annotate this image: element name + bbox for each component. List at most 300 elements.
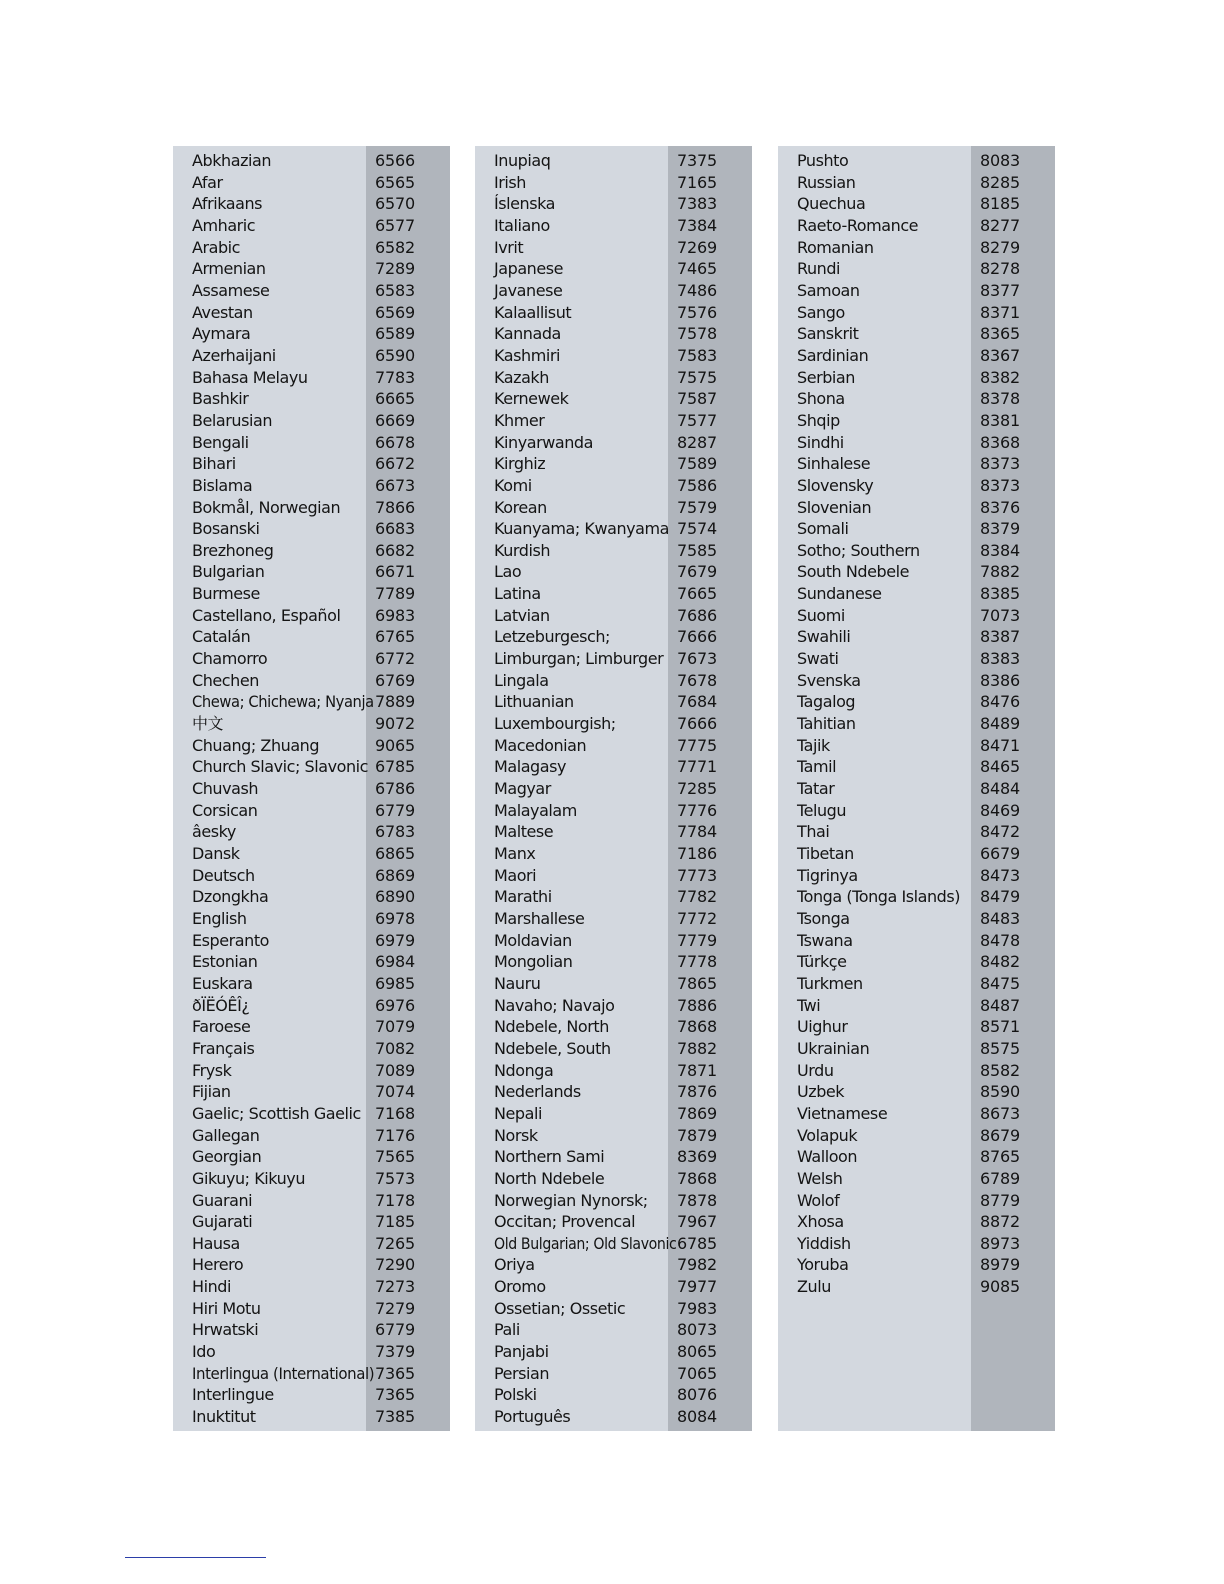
language-code: 6786 (375, 779, 415, 799)
language-name: ðÏËÓÊÎ¿ (192, 995, 250, 1015)
language-name: Tamil (797, 757, 837, 777)
language-name: Japanese (494, 259, 564, 279)
language-name: Sinhalese (797, 454, 871, 474)
language-row (778, 713, 1055, 735)
language-name: Norwegian Nynorsk; (494, 1190, 648, 1210)
language-name: Português (494, 1407, 571, 1427)
language-name: Gujarati (192, 1212, 253, 1232)
language-row (475, 778, 752, 800)
language-row (475, 1038, 752, 1060)
language-name: Mongolian (494, 952, 573, 972)
language-name: Kernewek (494, 389, 569, 409)
language-row (475, 1406, 752, 1428)
language-name: Ndonga (494, 1060, 554, 1080)
language-code: 6772 (375, 649, 415, 669)
language-row (475, 561, 752, 583)
language-name: Wolof (797, 1190, 840, 1210)
language-list (475, 146, 752, 1428)
language-row (778, 886, 1055, 908)
language-row (475, 1168, 752, 1190)
language-row (173, 302, 450, 324)
language-row (173, 735, 450, 757)
language-code: 8472 (980, 822, 1020, 842)
language-code: 7684 (677, 692, 717, 712)
language-code: 7889 (375, 692, 415, 712)
language-row (173, 453, 450, 475)
language-name: Gikuyu; Kikuyu (192, 1168, 306, 1188)
language-code: 8473 (980, 865, 1020, 885)
language-code: 7573 (375, 1168, 415, 1188)
language-code: 6570 (375, 194, 415, 214)
language-row (173, 908, 450, 930)
language-row (778, 302, 1055, 324)
language-row (778, 735, 1055, 757)
language-row (778, 778, 1055, 800)
language-row (778, 280, 1055, 302)
language-row (778, 518, 1055, 540)
language-code: 9065 (375, 735, 415, 755)
language-row (173, 930, 450, 952)
language-code: 7773 (677, 865, 717, 885)
language-row (778, 1211, 1055, 1233)
language-name: Norsk (494, 1125, 538, 1145)
language-name: Lao (494, 562, 522, 582)
language-name: Macedonian (494, 735, 587, 755)
language-name: Korean (494, 497, 547, 517)
language-column-3 (778, 146, 1055, 1431)
language-code: 7868 (677, 1017, 717, 1037)
language-row (778, 1081, 1055, 1103)
language-code: 8084 (677, 1407, 717, 1427)
language-name: Letzeburgesch; (494, 627, 610, 647)
language-code: 7585 (677, 540, 717, 560)
language-code: 6890 (375, 887, 415, 907)
language-code: 7868 (677, 1168, 717, 1188)
language-name: Herero (192, 1255, 244, 1275)
language-code: 8365 (980, 324, 1020, 344)
language-row (173, 150, 450, 172)
language-code: 7586 (677, 475, 717, 495)
footer-rule (125, 1557, 266, 1558)
language-code: 8378 (980, 389, 1020, 409)
language-code: 8465 (980, 757, 1020, 777)
language-row (475, 497, 752, 519)
language-name: Uzbek (797, 1082, 845, 1102)
language-name: Kinyarwanda (494, 432, 593, 452)
language-name: Vietnamese (797, 1103, 888, 1123)
language-name: Tswana (797, 930, 853, 950)
language-name: Gaelic; Scottish Gaelic (192, 1103, 361, 1123)
language-row (173, 388, 450, 410)
language-name: Burmese (192, 584, 260, 604)
language-row (475, 735, 752, 757)
language-name: Corsican (192, 800, 258, 820)
language-code: 8383 (980, 649, 1020, 669)
language-code: 8369 (677, 1147, 717, 1167)
language-name: Magyar (494, 779, 551, 799)
language-row (173, 865, 450, 887)
language-row (778, 193, 1055, 215)
language-row (173, 237, 450, 259)
language-code: 8484 (980, 779, 1020, 799)
language-name: Aymara (192, 324, 251, 344)
language-row (173, 432, 450, 454)
language-code: 8478 (980, 930, 1020, 950)
language-row (778, 908, 1055, 930)
language-name: Kannada (494, 324, 561, 344)
language-code: 7783 (375, 367, 415, 387)
language-name: Sardinian (797, 345, 869, 365)
language-row (475, 648, 752, 670)
language-name: Swati (797, 649, 839, 669)
language-code: 6671 (375, 562, 415, 582)
language-name: Irish (494, 172, 526, 192)
language-name: Chechen (192, 670, 259, 690)
language-name: Malayalam (494, 800, 577, 820)
language-code: 8381 (980, 410, 1020, 430)
language-name: Rundi (797, 259, 841, 279)
language-row (475, 583, 752, 605)
language-row (475, 1254, 752, 1276)
language-code: 7579 (677, 497, 717, 517)
language-code: 6665 (375, 389, 415, 409)
language-row (778, 626, 1055, 648)
language-name: Raeto-Romance (797, 215, 919, 235)
language-row (475, 691, 752, 713)
language-code: 8765 (980, 1147, 1020, 1167)
language-column-1 (173, 146, 450, 1431)
language-code: 7866 (375, 497, 415, 517)
language-code: 8368 (980, 432, 1020, 452)
language-code: 8479 (980, 887, 1020, 907)
language-code: 7871 (677, 1060, 717, 1080)
language-code: 6869 (375, 865, 415, 885)
language-name: Northern Sami (494, 1147, 605, 1167)
language-code: 6672 (375, 454, 415, 474)
language-code: 8483 (980, 908, 1020, 928)
language-name: Français (192, 1038, 255, 1058)
language-row (173, 172, 450, 194)
language-name: Kazakh (494, 367, 549, 387)
language-name: Svenska (797, 670, 861, 690)
language-name: Suomi (797, 605, 845, 625)
language-code: 7782 (677, 887, 717, 907)
language-row (173, 323, 450, 345)
language-code: 7882 (677, 1038, 717, 1058)
language-code: 7879 (677, 1125, 717, 1145)
language-row (173, 215, 450, 237)
language-row (475, 1081, 752, 1103)
language-row (173, 1038, 450, 1060)
language-row (778, 930, 1055, 952)
language-row (173, 843, 450, 865)
language-row (173, 583, 450, 605)
language-row (475, 1298, 752, 1320)
language-code: 6669 (375, 410, 415, 430)
language-code: 7577 (677, 410, 717, 430)
language-row (778, 410, 1055, 432)
language-row (475, 1060, 752, 1082)
language-code: 8386 (980, 670, 1020, 690)
language-code: 7878 (677, 1190, 717, 1210)
language-name: Latvian (494, 605, 550, 625)
language-row (173, 605, 450, 627)
language-name: Chewa; Chichewa; Nyanja (192, 692, 374, 712)
language-code: 7089 (375, 1060, 415, 1080)
language-code: 7876 (677, 1082, 717, 1102)
language-name: Interlingue (192, 1385, 274, 1405)
language-name: Moldavian (494, 930, 572, 950)
language-row (173, 951, 450, 973)
language-column-2 (475, 146, 752, 1431)
language-row (778, 865, 1055, 887)
language-name: Brezhoneg (192, 540, 274, 560)
language-code: 7775 (677, 735, 717, 755)
language-code: 8571 (980, 1017, 1020, 1037)
language-code: 8872 (980, 1212, 1020, 1232)
language-name: Kurdish (494, 540, 551, 560)
language-code: 6783 (375, 822, 415, 842)
language-row (173, 1341, 450, 1363)
language-name: Bosanski (192, 519, 260, 539)
language-code: 7982 (677, 1255, 717, 1275)
language-row (778, 1276, 1055, 1298)
language-row (173, 1363, 450, 1385)
language-name: Marathi (494, 887, 552, 907)
language-code: 7073 (980, 605, 1020, 625)
language-row (778, 1016, 1055, 1038)
language-row (173, 1168, 450, 1190)
language-code: 8469 (980, 800, 1020, 820)
language-code: 8382 (980, 367, 1020, 387)
language-code: 7784 (677, 822, 717, 842)
language-code: 9072 (375, 714, 415, 734)
language-name: Hindi (192, 1277, 231, 1297)
language-name: Turkmen (797, 973, 863, 993)
language-row (475, 1319, 752, 1341)
language-code: 8582 (980, 1060, 1020, 1080)
language-name: Polski (494, 1385, 537, 1405)
language-code: 6565 (375, 172, 415, 192)
language-row (475, 1384, 752, 1406)
language-code: 7772 (677, 908, 717, 928)
language-code: 7165 (677, 172, 717, 192)
language-code: 6789 (980, 1168, 1020, 1188)
language-row (173, 1211, 450, 1233)
language-name: Khmer (494, 410, 545, 430)
language-row (778, 345, 1055, 367)
language-name: Abkhazian (192, 151, 272, 170)
language-code: 6682 (375, 540, 415, 560)
language-row (778, 1125, 1055, 1147)
language-row (475, 237, 752, 259)
language-row (173, 1016, 450, 1038)
language-row (475, 1016, 752, 1038)
language-name: Catalán (192, 627, 251, 647)
language-name: Afrikaans (192, 194, 263, 214)
language-name: Somali (797, 519, 849, 539)
language-code: 7285 (677, 779, 717, 799)
language-name: Ivrit (494, 237, 524, 257)
language-row (173, 778, 450, 800)
language-name: Navaho; Navajo (494, 995, 615, 1015)
language-code: 7665 (677, 584, 717, 604)
language-row (173, 626, 450, 648)
language-row (778, 453, 1055, 475)
language-code: 8073 (677, 1320, 717, 1340)
language-row (173, 691, 450, 713)
language-row (778, 258, 1055, 280)
language-code: 7375 (677, 151, 717, 170)
language-row (475, 951, 752, 973)
language-code: 9085 (980, 1277, 1020, 1297)
language-code: 7977 (677, 1277, 717, 1297)
language-name: Welsh (797, 1168, 843, 1188)
language-code: 7686 (677, 605, 717, 625)
language-name: Quechua (797, 194, 866, 214)
language-code: 7869 (677, 1103, 717, 1123)
language-row (173, 1060, 450, 1082)
language-code: 7065 (677, 1363, 717, 1383)
language-code: 6983 (375, 605, 415, 625)
language-code: 6976 (375, 995, 415, 1015)
language-name: Hiri Motu (192, 1298, 261, 1318)
language-code: 6984 (375, 952, 415, 972)
language-code: 6679 (980, 844, 1020, 863)
language-code: 7865 (677, 973, 717, 993)
language-name: Ukrainian (797, 1038, 870, 1058)
language-name: Sotho; Southern (797, 540, 920, 560)
language-name: Gallegan (192, 1125, 260, 1145)
language-code: 8471 (980, 735, 1020, 755)
language-name: Amharic (192, 215, 256, 235)
language-name: Chamorro (192, 649, 268, 669)
language-code: 7587 (677, 389, 717, 409)
language-code: 8285 (980, 172, 1020, 192)
language-name: Íslenska (494, 194, 556, 214)
language-code: 7967 (677, 1212, 717, 1232)
language-name: Serbian (797, 367, 855, 387)
language-name: Estonian (192, 952, 258, 972)
language-code: 6785 (677, 1233, 717, 1253)
language-name: Samoan (797, 280, 860, 300)
language-code: 7666 (677, 714, 717, 734)
language-row (778, 1233, 1055, 1255)
language-name: Afar (192, 172, 223, 192)
language-code: 8487 (980, 995, 1020, 1015)
language-row (475, 930, 752, 952)
language-name: Maori (494, 865, 537, 885)
language-row (475, 1363, 752, 1385)
language-code: 7290 (375, 1255, 415, 1275)
language-row (778, 215, 1055, 237)
language-row (778, 1038, 1055, 1060)
language-name: Malagasy (494, 757, 567, 777)
language-code: 7289 (375, 259, 415, 279)
language-name: Oromo (494, 1277, 546, 1297)
language-name: Sundanese (797, 584, 882, 604)
language-row (778, 540, 1055, 562)
language-name: âesky (192, 822, 236, 842)
language-code: 7385 (375, 1407, 415, 1427)
language-code: 6683 (375, 519, 415, 539)
language-code: 7074 (375, 1082, 415, 1102)
language-name: Nederlands (494, 1082, 581, 1102)
language-code: 8373 (980, 475, 1020, 495)
language-code: 8679 (980, 1125, 1020, 1145)
language-name: Interlingua (International) (192, 1363, 375, 1383)
language-row (475, 388, 752, 410)
language-row (475, 1103, 752, 1125)
language-name: Sanskrit (797, 324, 859, 344)
language-row (173, 1384, 450, 1406)
language-name: Kashmiri (494, 345, 560, 365)
language-name: Bihari (192, 454, 236, 474)
language-code: 7186 (677, 844, 717, 863)
language-row (173, 497, 450, 519)
language-code: 7886 (677, 995, 717, 1015)
language-row (475, 908, 752, 930)
language-name: Dansk (192, 844, 240, 863)
language-code: 7575 (677, 367, 717, 387)
language-code: 6673 (375, 475, 415, 495)
language-row (173, 1298, 450, 1320)
language-code: 6779 (375, 800, 415, 820)
language-row (475, 1211, 752, 1233)
language-row (173, 800, 450, 822)
language-code: 7778 (677, 952, 717, 972)
language-row (475, 475, 752, 497)
language-name: Chuang; Zhuang (192, 735, 320, 755)
language-row (173, 648, 450, 670)
language-code: 7168 (375, 1103, 415, 1123)
language-code: 7176 (375, 1125, 415, 1145)
language-code: 7882 (980, 562, 1020, 582)
language-name: Limburgan; Limburger (494, 649, 664, 669)
language-row (173, 540, 450, 562)
language-row (173, 1103, 450, 1125)
language-row (173, 475, 450, 497)
language-row (778, 150, 1055, 172)
language-name: Walloon (797, 1147, 858, 1167)
language-code: 6785 (375, 757, 415, 777)
language-row (475, 670, 752, 692)
language-row (173, 518, 450, 540)
language-row (475, 1276, 752, 1298)
language-code: 7185 (375, 1212, 415, 1232)
language-row (173, 410, 450, 432)
language-name: Old Bulgarian; Old Slavonic (494, 1233, 677, 1253)
language-code: 6769 (375, 670, 415, 690)
language-row (778, 691, 1055, 713)
language-row (173, 1276, 450, 1298)
language-name: Tagalog (797, 692, 856, 712)
language-code: 8376 (980, 497, 1020, 517)
language-row (475, 280, 752, 302)
language-code: 8779 (980, 1190, 1020, 1210)
language-code: 7273 (375, 1277, 415, 1297)
language-row (475, 886, 752, 908)
language-row (778, 821, 1055, 843)
language-row (173, 367, 450, 389)
language-name: Inuktitut (192, 1407, 256, 1427)
language-name: Faroese (192, 1017, 251, 1037)
language-row (173, 561, 450, 583)
language-name: Dzongkha (192, 887, 269, 907)
language-name: English (192, 908, 247, 928)
language-code: 7269 (677, 237, 717, 257)
language-row (475, 367, 752, 389)
